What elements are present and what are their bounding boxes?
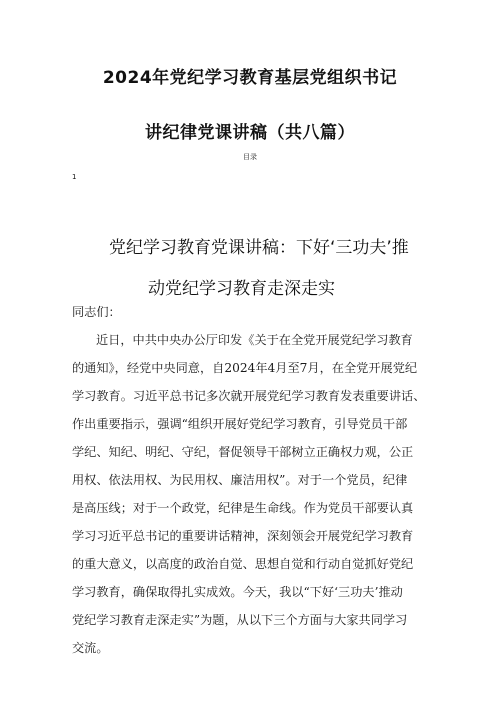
paragraph-line: 作出重要指示，强调“组织开展好党纪学习教育，引导党员干部 — [72, 417, 408, 431]
document-title-line-2: 讲纪律党课讲稿（共八篇） — [145, 123, 355, 143]
section-heading-line-1: 党纪学习教育党课讲稿：下好‘三功夫’推 — [109, 238, 409, 258]
greeting: 同志们： — [72, 305, 121, 319]
paragraph-line: 学习习近平总书记的重要讲话精神，深刻领会开展党纪学习教育 — [72, 529, 414, 543]
paragraph-line: 交流。 — [72, 641, 109, 655]
paragraph-line: 是高压线；对于一个政党，纪律是生命线。作为党员干部要认真 — [72, 501, 414, 515]
paragraph-line: 的通知》，经党中央同意，自2024年4月至7月，在全党开展党纪 — [72, 361, 418, 375]
paragraph-line: 的重大意义，以高度的政治自觉、思想自觉和行动自觉抓好党纪 — [72, 557, 414, 571]
document-title-line-1: 2024年党纪学习教育基层党组织书记 — [102, 68, 398, 88]
paragraph-line: 学习教育。习近平总书记多次就开展党纪学习教育发表重要讲话、 — [72, 389, 426, 403]
page-number: 1 — [72, 173, 77, 181]
paragraph-line: 用权、依法用权、为民用权、廉洁用权”。对于一个党员，纪律 — [72, 473, 408, 487]
paragraph-line: 学纪、知纪、明纪、守纪，督促领导干部树立正确权力观，公正 — [72, 445, 414, 459]
paragraph-line: 近日，中共中央办公厅印发《关于在全党开展党纪学习教育 — [96, 333, 413, 347]
paragraph-line: 党纪学习教育走深走实”为题，从以下三个方面与大家共同学习 — [72, 613, 408, 627]
section-heading-line-2: 动党纪学习教育走深走实 — [148, 279, 335, 299]
paragraph-line: 学习教育，确保取得扎实成效。今天，我以“下好‘三功夫’推动 — [72, 585, 403, 599]
table-of-contents-label: 目录 — [243, 153, 257, 161]
